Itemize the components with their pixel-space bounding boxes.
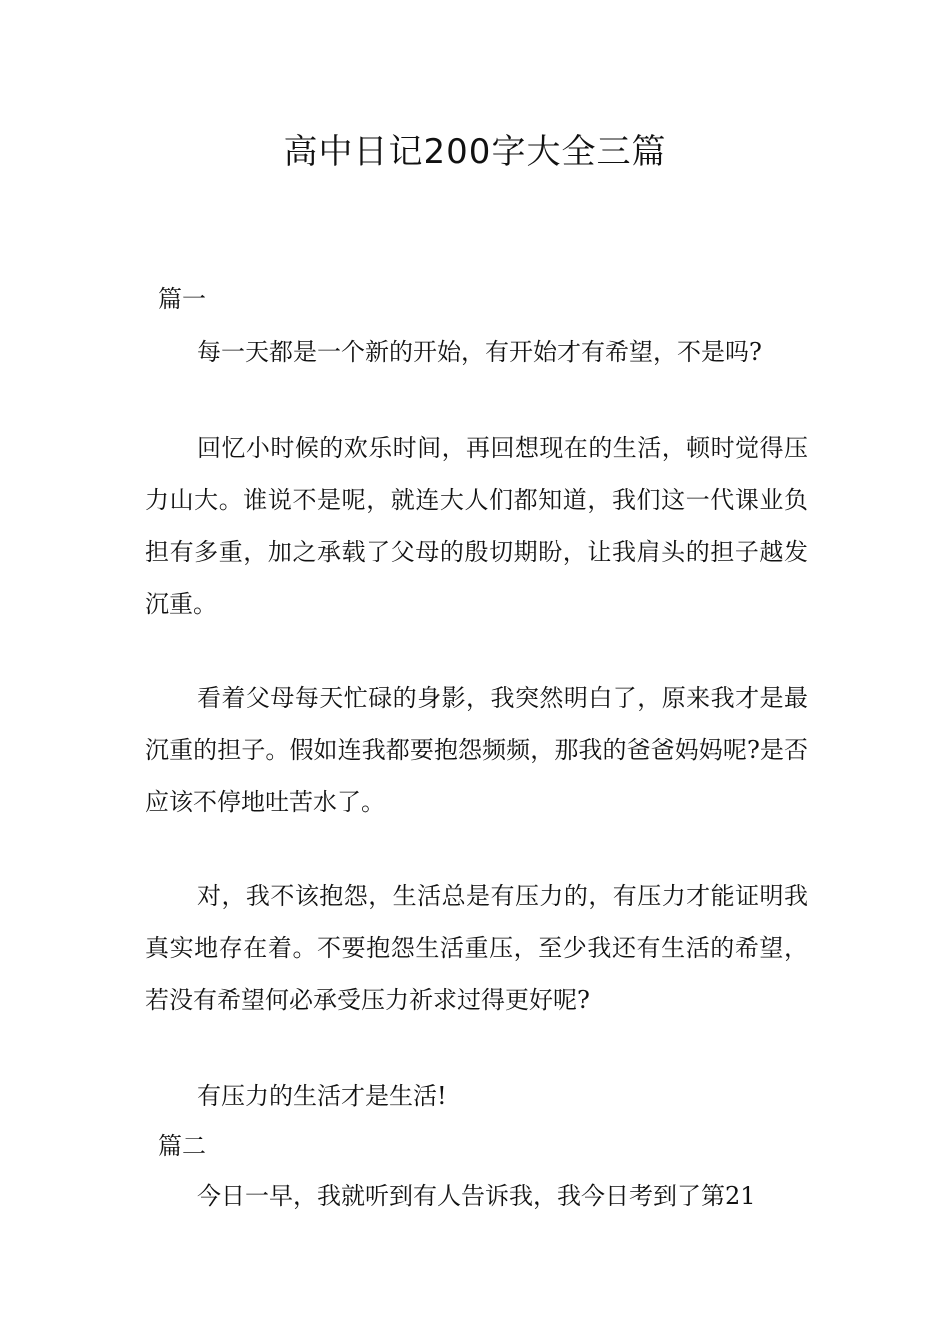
section-heading-2: 篇二 xyxy=(158,1132,206,1160)
section-1-paragraph-3: 看着父母每天忙碌的身影，我突然明白了，原来我才是最沉重的担子。假如连我都要抱怨频频，那我的爸爸妈妈呢?是否应该不停地吐苦水了。 xyxy=(145,684,808,816)
document-title: 高中日记200字大全三篇 xyxy=(283,132,667,172)
section-1-paragraph-2: 回忆小时候的欢乐时间，再回想现在的生活，顿时觉得压力山大。谁说不是呢，就连大人们都知道，我们这一代课业负担有多重，加之承载了父母的殷切期盼，让我肩头的担子越发沉重。 xyxy=(145,434,808,618)
section-1-paragraph-1: 每一天都是一个新的开始，有开始才有希望，不是吗? xyxy=(197,338,762,366)
section-1-paragraph-5: 有压力的生活才是生活! xyxy=(197,1082,447,1110)
section-2-paragraph-1: 今日一早，我就听到有人告诉我，我今日考到了第21 xyxy=(197,1182,756,1210)
section-heading-1: 篇一 xyxy=(158,285,206,313)
section-1-paragraph-4: 对，我不该抱怨，生活总是有压力的，有压力才能证明我真实地存在着。不要抱怨生活重压，至少我还有生活的希望，若没有希望何必承受压力祈求过得更好呢? xyxy=(145,882,808,1014)
